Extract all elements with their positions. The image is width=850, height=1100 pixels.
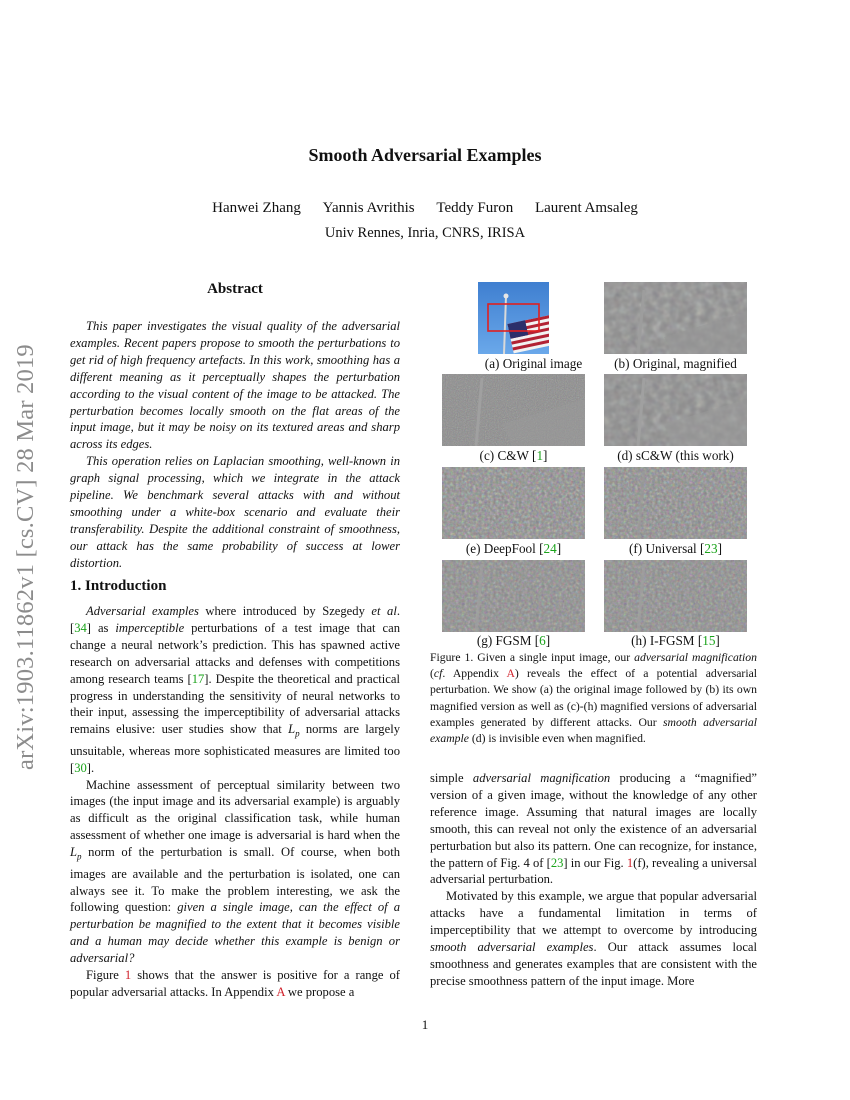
introduction-body [70, 603, 400, 1001]
abstract-heading: Abstract [207, 281, 263, 297]
appendix-link[interactable]: A [506, 667, 515, 681]
figure-label-h [588, 633, 763, 649]
figure-panel-a [478, 282, 549, 354]
emph-imperceptible: imperceptible [115, 620, 185, 635]
author-2: Yannis Avrithis [322, 200, 415, 216]
figure-label-b: (b) Original, magnified [614, 356, 737, 371]
text-run: Motivated by this example, we argue that popular adversarial attacks have a fundamental limitation in terms of imperceptibility that we attempt to overcome by introducing [430, 889, 757, 938]
abstract-paragraph-2: This operation relies on Laplacian smoothing, well-known in graph signal processing, which we integrate in the attack pipeline. We benchmark several attacks with and without smoothing under a white-box scenario and evaluate their transferability. Despite the additional constraint of smoothness, our attack has the same probability of success at lower distortion. [70, 454, 400, 570]
text-run: ) reveals the effect of a potential adversarial perturbation. We show (a) the original image followed by (b) its own magnified version as well as (c)-(h) magnified versions of adversarial examples generated by different attacks. Our [430, 667, 757, 729]
figure-label-e [426, 541, 601, 557]
section-heading-introduction: 1. Introduction [70, 578, 167, 594]
citation-link[interactable]: 24 [543, 541, 557, 556]
figure-label-a: (a) Original image [484, 356, 583, 371]
text-run: simple [430, 771, 473, 785]
citation-link[interactable]: 15 [702, 633, 716, 648]
emph-et-al: et al [371, 604, 397, 618]
figure-panel-g [442, 560, 585, 632]
math-lp: L [288, 722, 296, 737]
text-run: Machine assessment of perceptual similarity between two images (the input image and its adversarial example) is arguably as difficult as the original classification task, while human assessment of whether one image is adversarial is hard when the [70, 777, 400, 843]
figure-label-d: (d) sC&W (this work) [617, 448, 734, 463]
abstract-paragraph-1: This paper investigates the visual quality of the adversarial examples. Recent papers propose to smooth the perturbations to get rid of high frequency artefacts. In this work, smoothing has a different meaning as it perceptually shapes the perturbation according to the visual content of the image to be attacked. The perturbation becomes locally smooth on the flat areas of the input image, but it may be noisy on its textured areas and sharp across its edges. [70, 319, 400, 452]
text-run: we propose a [284, 984, 355, 999]
text-run: Figure 1. Given a single input image, our [430, 651, 635, 664]
author-4: Laurent Amsaleg [534, 200, 638, 216]
author-1: Hanwei Zhang [212, 200, 301, 216]
label-text: ] [543, 448, 548, 463]
text-run: ( [430, 667, 434, 681]
text-run: norms are largely unsuitable, whereas more sophisticated measures are limited too [ [70, 722, 400, 775]
figure-1-caption [430, 650, 757, 747]
text-run: ]. [86, 760, 95, 775]
arxiv-sidebar [4, 290, 44, 770]
text-run: shows that the answer is positive for a range of popular adversarial attacks. In Appendix [70, 968, 401, 999]
citation-link[interactable]: 23 [550, 855, 564, 870]
emph-adversarial-magnification: adversarial magnification [634, 651, 757, 664]
text-run: Figure [86, 968, 125, 983]
citation-link[interactable]: 34 [74, 620, 87, 635]
figure-label-c [426, 448, 601, 464]
math-subscript: p [295, 728, 300, 739]
emph-smooth-adversarial-examples: smooth adversarial examples [430, 940, 594, 955]
intro-paragraph-3 [70, 967, 400, 1001]
right-paragraph-1 [430, 770, 757, 888]
math-subscript: p [77, 851, 82, 862]
emph-cf: cf [433, 667, 443, 681]
author-3: Teddy Furon [436, 200, 514, 216]
text-run: norm of the perturbation is small. Of course, when both images are available and the perturbation is isolated, one can always see it. To make the problem interesting, we ask the following question: [70, 845, 400, 915]
page-number: 1 [421, 1017, 429, 1032]
figure-panel-d [604, 374, 747, 446]
right-column-body [430, 770, 757, 990]
math-lp: L [70, 845, 78, 860]
right-paragraph-2 [430, 888, 757, 989]
paper-title: Smooth Adversarial Examples [308, 145, 542, 165]
label-text: ] [556, 541, 562, 556]
emph-smooth-adversarial-example: smooth adversarial example [430, 715, 758, 746]
citation-link[interactable]: 6 [539, 633, 546, 648]
emph-adversarial-examples: Adversarial examples [86, 604, 199, 618]
intro-paragraph-2 [70, 777, 400, 967]
figure-label-g [426, 633, 601, 649]
label-text: (h) I-FGSM [ [631, 633, 703, 648]
citation-link[interactable]: 23 [704, 541, 718, 556]
emph-adversarial-magnification: adversarial magnification [472, 771, 611, 785]
figure-link[interactable]: 1 [626, 855, 634, 870]
text-run: ] as [86, 620, 116, 635]
label-text: (g) FGSM [ [476, 633, 540, 648]
text-run: (d) is invisible even when magnified. [468, 732, 646, 746]
text-run: perturbations of a test image that can change a neural network’s prediction. This has spawned active research on adversarial attacks and defenses with competitions among research teams [ [70, 620, 400, 686]
figure-label-f [588, 541, 763, 557]
citation-link[interactable]: 17 [191, 671, 205, 686]
citation-link[interactable]: 1 [536, 448, 544, 463]
label-text: (c) C&W [ [479, 448, 537, 463]
figure-panel-c [442, 374, 585, 446]
figure-panel-h [604, 560, 747, 632]
figure-1 [430, 278, 760, 648]
citation-link[interactable]: 30 [74, 760, 87, 775]
text-run: ]. Despite the theoretical and practical progress in understanding the sensitivity of neural networks to their input, assessing the imperceptibility of adversarial attacks remains elusive: user studies show that [70, 671, 400, 737]
figure-panel-f [604, 467, 747, 539]
text-run: where introduced by Szegedy [198, 604, 372, 618]
figure-panel-b [604, 282, 747, 354]
text-run: . [ [70, 604, 400, 635]
affiliation: Univ Rennes, Inria, CNRS, IRISA [324, 225, 526, 241]
figure-panel-e [442, 467, 585, 539]
intro-paragraph-1 [70, 603, 400, 777]
text-run: producing a “magnified” version of a given image, without the knowledge of any other reference image. Assuming that natural images are locally smooth, this can reveal not only the existence of an adversarial perturbation but also its pattern. One can recognize, for instance, the pattern of Fig. 4 of [ [430, 771, 757, 870]
label-text: ] [717, 541, 723, 556]
flag-photo-icon [478, 282, 549, 354]
abstract-body [70, 318, 400, 572]
label-text: (e) DeepFool [ [465, 541, 544, 556]
label-text: ] [545, 633, 551, 648]
author-list [0, 200, 850, 217]
label-text: (f) Universal [ [628, 541, 705, 556]
text-run: . Appendix [442, 667, 507, 681]
appendix-link[interactable]: A [276, 984, 285, 999]
arxiv-identifier: arXiv:1903.11862v1 [cs.CV] 28 Mar 2019 [12, 344, 39, 770]
figure-link[interactable]: 1 [124, 968, 132, 983]
label-text: ] [715, 633, 720, 648]
text-run: ] in our Fig. [563, 855, 627, 870]
text-run: . Our attack assumes local smoothness and generates examples that are consistent with the precise smoothness pattern of the input image. More [430, 940, 758, 988]
text-run: (f), revealing a universal adversarial perturbation. [430, 855, 757, 887]
emph-question: given a single image, can the effect of a perturbation be magnified to the extent that it becomes visible and a human may decide whether this example is benign or adversarial? [70, 900, 400, 966]
